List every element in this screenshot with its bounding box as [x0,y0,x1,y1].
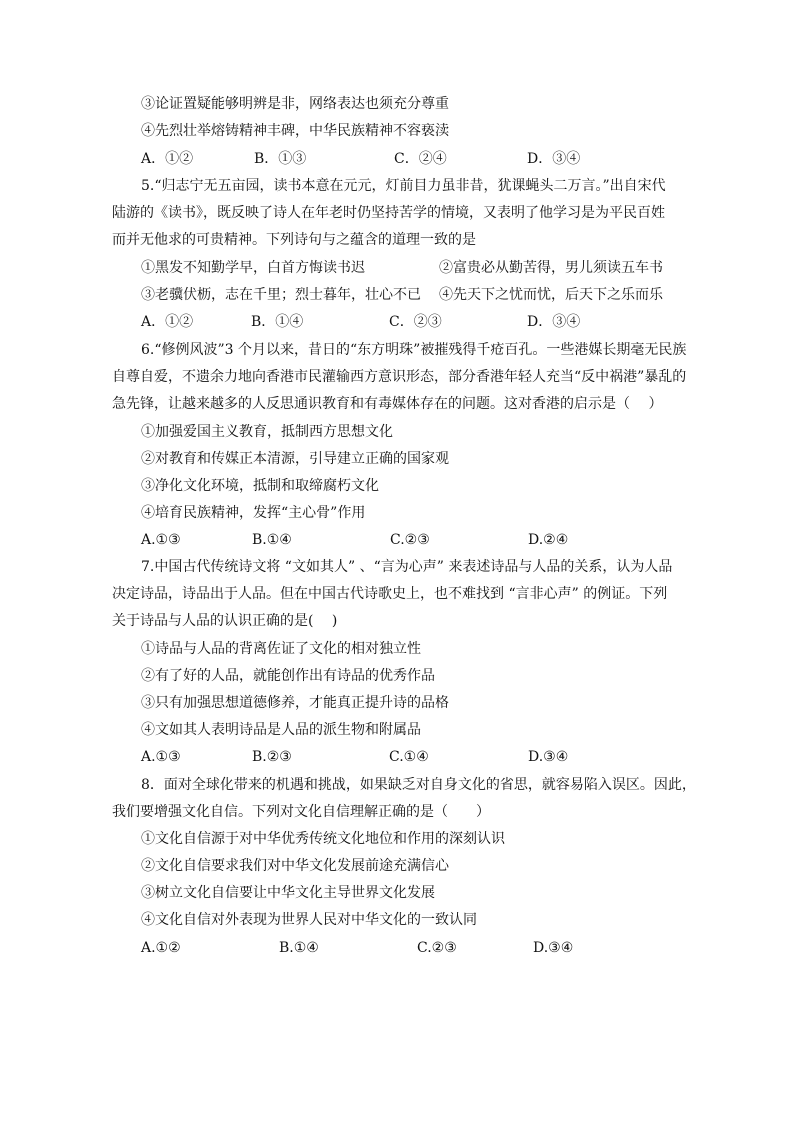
q8-item-1: ①文化自信源于对中华优秀传统文化地位和作用的深刻认识 [141,831,505,847]
q8-stem-line-1: 8．面对全球化带来的机遇和挑战，如果缺乏对自身文化的省思，就容易陷入误区。因此， [141,777,696,793]
q6-item-3: ③净化文化环境，抵制和取缔腐朽文化 [141,478,379,494]
q8-item-2: ②文化自信要求我们对中华文化发展前途充满信心 [141,858,449,874]
q4-option-d: D．③④ [527,151,581,167]
q7-option-a: A.①③ [141,749,181,765]
q4-item-4: ④先烈壮举熔铸精神丰碑，中华民族精神不容亵渎 [141,123,449,139]
q5-item-3: ③老骥伏枥，志在千里；烈士暮年，壮心不已 [141,287,421,303]
q6-stem-line-2: 自尊自爱，不遗余力地向香港市民灌输西方意识形态，部分香港年轻人充当“反中祸港”暴乱的 [112,369,687,385]
q7-option-b: B.②③ [252,749,292,765]
q5-option-a: A．①② [141,314,194,330]
q4-option-c: C．②④ [394,151,447,167]
q7-option-d: D.③④ [528,749,569,765]
q7-item-3: ③只有加强思想道德修养，才能真正提升诗的品格 [141,695,449,711]
q7-item-4: ④文如其人表明诗品是人品的派生物和附属品 [141,722,421,738]
q7-item-2: ②有了好的人品，就能创作出有诗品的优秀作品 [141,668,435,684]
q4-item-3: ③论证置疑能够明辨是非，网络表达也须充分尊重 [141,96,449,112]
q6-option-a: A.①③ [141,532,181,548]
q5-item-2: ②富贵必从勤苦得，男儿须读五车书 [439,260,663,276]
q7-stem-line-3: 关于诗品与人品的认识正确的是( ) [112,613,338,629]
q6-item-1: ①加强爱国主义教育，抵制西方思想文化 [141,424,393,440]
q5-stem-line-3: 而并无他求的可贵精神。下列诗句与之蕴含的道理一致的是 [112,232,476,248]
q6-option-b: B.①④ [252,532,292,548]
q5-item-4: ④先天下之忧而忧，后天下之乐而乐 [439,287,663,303]
q8-option-b: B.①④ [279,940,319,956]
q6-option-c: C.②③ [390,532,430,548]
q8-option-a: A.①② [141,940,181,956]
q8-item-4: ④文化自信对外表现为世界人民对中华文化的一致认同 [141,912,477,928]
q5-item-1: ①黑发不知勤学早，白首方悔读书迟 [141,260,365,276]
q7-option-c: C.①④ [389,749,429,765]
q6-stem-line-3: 急先锋，让越来越多的人反思通识教育和有毒媒体存在的问题。这对香港的启示是（ ） [112,396,663,412]
q4-option-a: A．①② [141,151,194,167]
q5-option-d: D．③④ [527,314,581,330]
q5-option-c: C．②③ [389,314,442,330]
q6-item-2: ②对教育和传媒正本清源，引导建立正确的国家观 [141,451,449,467]
q5-option-b: B．①④ [251,314,304,330]
q7-stem-line-2: 决定诗品，诗品出于人品。但在中国古代诗歌史上，也不难找到 “言非心声” 的例证。下列 [112,586,668,602]
q7-stem-line-1: 7.中国古代传统诗文将 “文如其人” 、“言为心声” 来表述诗品与人品的关系，认为人品 [141,559,673,575]
q8-item-3: ③树立文化自信要让中华文化主导世界文化发展 [141,885,435,901]
q8-stem-line-2: 我们要增强文化自信。下列对文化自信理解正确的是（ ） [112,804,490,820]
q6-stem-line-1: 6.“修例风波”3 个月以来，昔日的“东方明珠”被摧残得千疮百孔。一些港媒长期毫无民族 [141,342,687,358]
q6-item-4: ④培育民族精神，发挥“主心骨”作用 [141,505,366,521]
q4-option-b: B．①③ [254,151,307,167]
q8-option-d: D.③④ [533,940,574,956]
q6-option-d: D.②④ [528,532,569,548]
q8-option-c: C.②③ [417,940,457,956]
q5-stem-line-1: 5.“归志宁无五亩园，读书本意在元元，灯前目力虽非昔，犹课蝇头二万言。”出自宋代 [141,178,666,194]
q7-item-1: ①诗品与人品的背离佐证了文化的相对独立性 [141,641,421,657]
q5-stem-line-2: 陆游的《读书》，既反映了诗人在年老时仍坚持苦学的情境，又表明了他学习是为平民百姓 [112,205,665,221]
